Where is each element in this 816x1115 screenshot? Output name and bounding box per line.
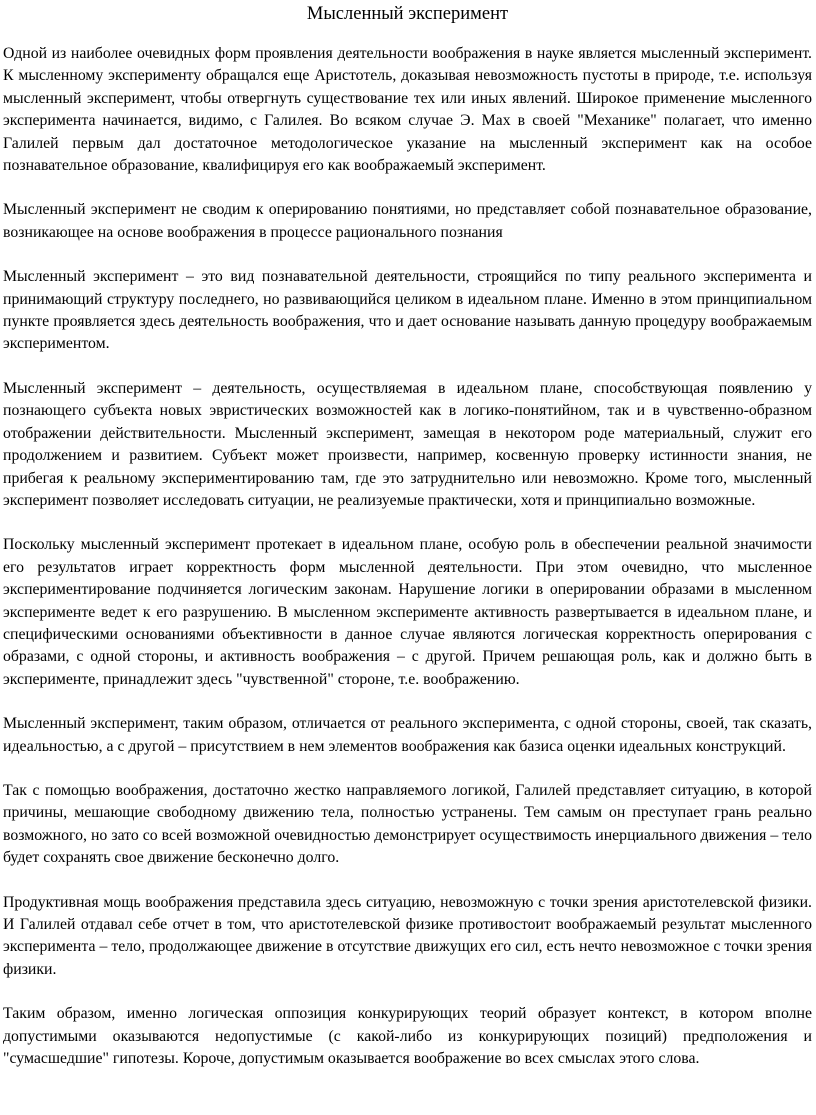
paragraph-8: Продуктивная мощь воображения представила здесь ситуацию, невозможную с точки зрения аристотелевской физики. И Галилей отдавал себе отчет в том, что аристотелевской физике противостоит воображаемый результат мысленного эксперимента – тело, продолжающее движение в отсутствие движущих его сил, есть нечто невозможное с точки зрения физики. [3,893,812,978]
document-page [0,3,816,1115]
paragraph-2: Мысленный эксперимент не сводим к оперированию понятиями, но представляет собой познавательное образование, возникающее на основе воображения в процессе рационального познания [3,201,812,241]
paragraph-6: Мысленный эксперимент, таким образом, отличается от реального эксперимента, с одной стороны, своей, так сказать, идеальностью, а с другой – присутствием в нем элементов воображения как базиса оценки идеальных конструкций. [3,715,812,755]
paragraph-1: Одной из наиболее очевидных форм проявления деятельности воображения в науке является мысленный эксперимент. К мысленному эксперименту обращался еще Аристотель, доказывая невозможность пустоты в природе, т.е. используя мысленный эксперимент, чтобы отвергнуть существование тех или иных явлений. Широкое применение мысленного эксперимента начинается, видимо, с Галилея. Во всяком случае Э. Мах в своей "Механике" полагает, что именно Галилей первым дал достаточное методологическое указание на мысленный эксперимент как на особое познавательное образование, квалифицируя его как воображаемый эксперимент. [3,45,812,175]
paragraph-5: Поскольку мысленный эксперимент протекает в идеальном плане, особую роль в обеспечении реальной значимости его результатов играет корректность форм мысленной деятельности. При этом очевидно, что мысленное экспериментирование подчиняется логическим законам. Нарушение логики в оперировании образами в мысленном эксперименте ведет к его разрушению. В мысленном эксперименте активность развертывается в идеальном плане, и специфическими основаниями объективности в данное случае являются логическая корректность оперирования с образами, с одной стороны, и активность воображения – с другой. Причем решающая роль, как и должно быть в эксперименте, принадлежит здесь "чувственной" стороне, т.е. воображению. [3,536,812,688]
paragraph-9: Таким образом, именно логическая оппозиция конкурирующих теорий образует контекст, в котором вполне допустимыми оказываются недопустимые (с какой-либо из конкурирующих позиций) предположения и "сумасшедшие" гипотезы. Короче, допустимым оказывается воображение во всех смыслах этого слова. [3,1005,812,1068]
paragraph-3: Мысленный эксперимент – это вид познавательной деятельности, строящийся по типу реального эксперимента и принимающий структуру последнего, но развивающийся целиком в идеальном плане. Именно в этом принципиальном пункте проявляется здесь деятельность воображения, что и дает основание называть данную процедуру воображаемым экспериментом. [3,268,812,353]
paragraph-4: Мысленный эксперимент – деятельность, осуществляемая в идеальном плане, способствующая появлению у познающего субъекта новых эвристических возможностей как в логико-понятийном, так и в чувственно-образном отображении действительности. Мысленный эксперимент, замещая в некотором роде материальный, служит его продолжением и развитием. Субъект может произвести, например, косвенную проверку истинности знания, не прибегая к реальному экспериментированию там, где это затруднительно или невозможно. Кроме того, мысленный эксперимент позволяет исследовать ситуации, не реализуемые практически, хотя и принципиально возможные. [3,379,812,509]
title-spacer [3,25,812,43]
paragraph-7: Так с помощью воображения, достаточно жестко направляемого логикой, Галилей представляет ситуацию, в которой причины, мешающие свободному движению тела, полностью устранены. Тем самым он преступает грань реально возможного, но зато со всей возможной очевидностью демонстрирует осуществимость инерциального движения – тело будет сохранять свое движение бесконечно долго. [3,781,812,867]
document-body [3,43,812,1070]
page-title: Мысленный эксперимент [306,4,509,24]
